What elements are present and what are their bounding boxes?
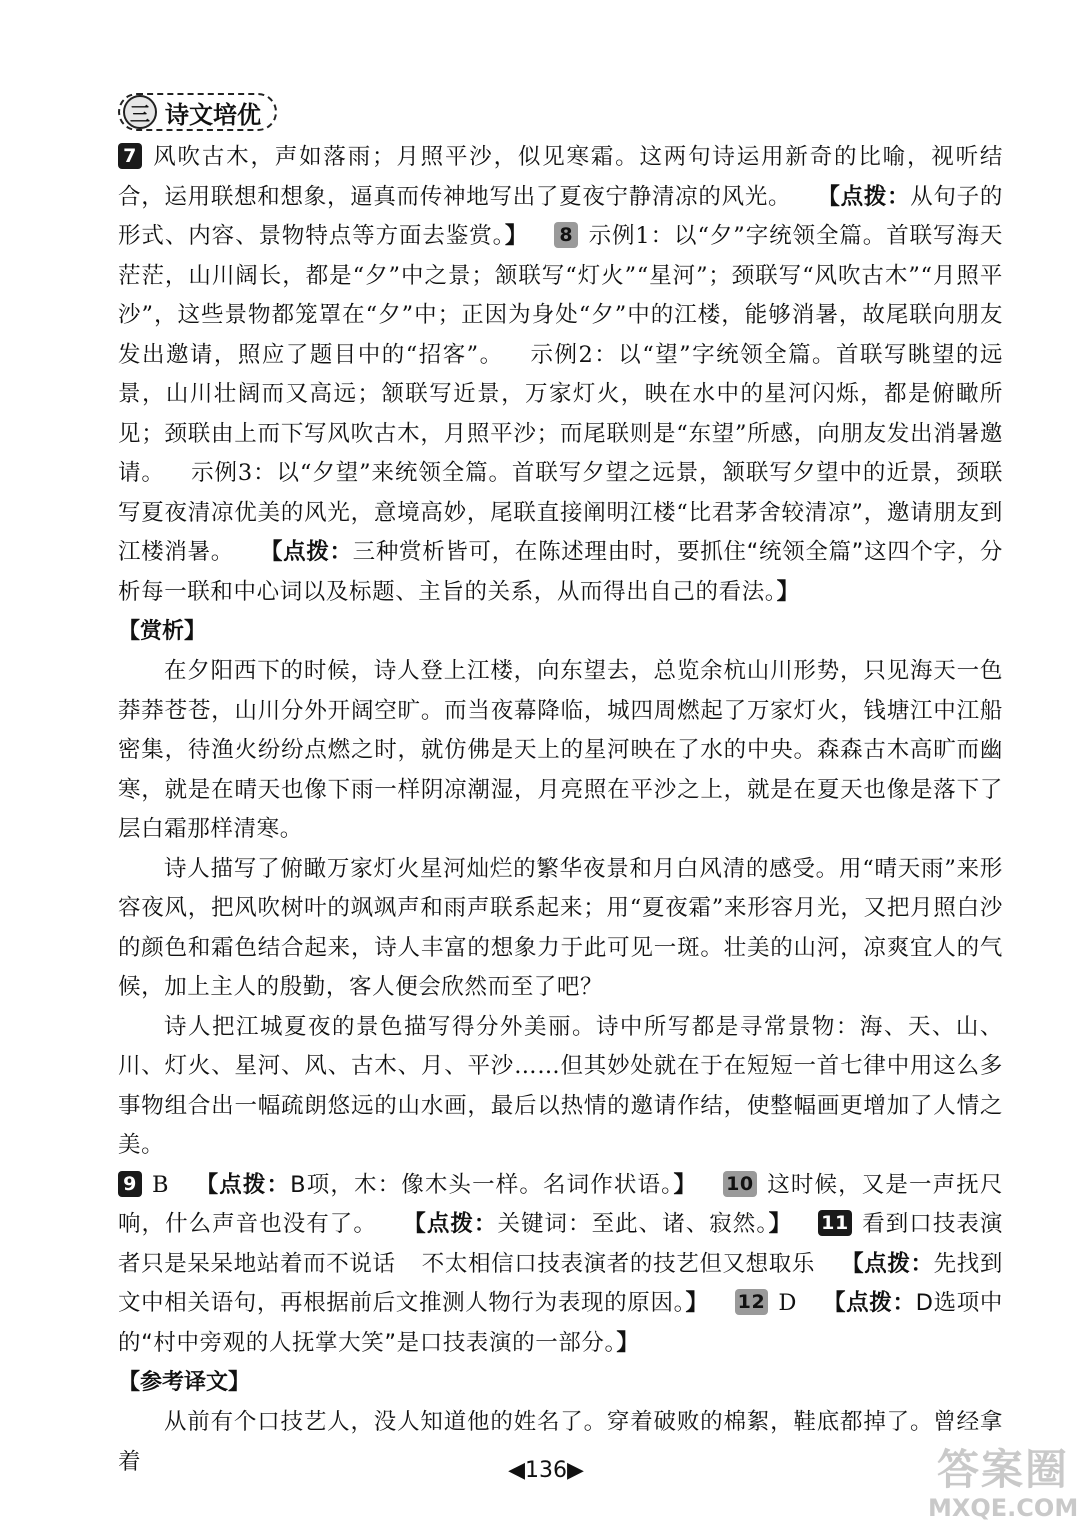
translation-paragraph: 从前有个口技艺人，没人知道他的姓名了。穿着破败的棉絮，鞋底都掉了。曾经拿着	[118, 1409, 1003, 1475]
q9-answer: B	[152, 1171, 170, 1198]
q9-tip-text: B项，木：像木头一样。名词作状语。	[290, 1171, 674, 1198]
q10-tip-label: 【点拨：	[402, 1211, 498, 1237]
answer-block-9-12: 9 B 【点拨：B项，木：像木头一样。名词作状语。】 10 这时候，又是一声抚尺响，什么声音也没有了。 【点拨：关键词：至此、诸、寂然。】 11 看到口技表演者只是呆呆地站着而不说话 不太相信口技表演者的技艺但又想取乐 【点拨：先找到文中相关语句，再根据前后文推测人物行为表现的原因。】 12 D 【点拨：D选项中的“村中旁观的人抚掌大笑”是口技表演的一部分。】	[118, 1171, 1003, 1356]
q11-answer-1: 看到口技表演者只是呆呆地站着而不说话	[118, 1211, 1003, 1277]
q7-tip-label: 【点拨：	[817, 183, 911, 210]
translation-label: 【参考译文】	[118, 1370, 251, 1395]
section-number: 三	[123, 95, 157, 129]
q12-tip-text: D选项中的“村中旁观的人抚掌大笑”是口技表演的一部分。	[118, 1290, 1003, 1356]
q11-tip-label: 【点拨：	[841, 1250, 934, 1277]
appreciation-paragraph: 诗人描写了俯瞰万家灯火星河灿烂的繁华夜景和月白风清的感受。用“晴天雨”来形容夜风，把风吹树叶的飒飒声和雨声联系起来；用“夏夜霜”来形容月光，又把月照白沙的颜色和霜色结合起来，诗人丰富的想象力于此可见一斑。壮美的山河，凉爽宜人的气候，加上主人的殷勤，客人便会欣然而至了吧？	[118, 855, 1003, 1000]
q8-tip-label: 【点拨：	[259, 539, 353, 565]
q11-tip-text: 先找到文中相关语句，再根据前后文推测人物行为表现的原因。	[118, 1250, 1003, 1316]
q10-tip-text: 关键词：至此、诸、寂然。	[497, 1211, 769, 1237]
section-badge	[118, 93, 277, 131]
question-number-8: 8	[554, 222, 578, 248]
appreciation-paragraph: 在夕阳西下的时候，诗人登上江楼，向东望去，总览余杭山川形势，只见海天一色莽莽苍苍，山川分外开阔空旷。而当夜幕降临，城四周燃起了万家灯火，钱塘江中江船密集，待渔火纷纷点燃之时，就仿佛是天上的星河映在了水的中央。森森古木高旷而幽寒，就是在晴天也像下雨一样阴凉潮湿，月亮照在平沙之上，就是在夏天也像是落下了层白霜那样清寒。	[118, 658, 1003, 842]
appreciation-paragraph: 诗人把江城夏夜的景色描写得分外美丽。诗中所写都是寻常景物：海、天、山、川、灯火、星河、风、古木、月、平沙……但其妙处就在于在短短一首七律中用这么多事物组合出一幅疏朗悠远的山水画，最后以热情的邀请作结，使整幅画更增加了人情之美。	[118, 1013, 1003, 1158]
question-number-10: 10	[723, 1171, 757, 1197]
appreciation-label: 【赏析】	[118, 619, 207, 644]
question-number-7: 7	[118, 143, 142, 169]
answer-page	[118, 90, 1003, 1482]
watermark-logo	[928, 1446, 1078, 1528]
question-number-9: 9	[118, 1171, 142, 1197]
watermark-domain: MXQE.COM	[928, 1494, 1079, 1522]
answer-block-7-8: 7 风吹古木，声如落雨；月照平沙，似见寒霜。这两句诗运用新奇的比喻，视听结合，运用联想和想象，逼真而传神地写出了夏夜宁静清凉的风光。 【点拨：从句子的形式、内容、景物特点等方面去鉴赏。】 8 示例1：以“夕”字统领全篇。首联写海天茫茫，山川阔长，都是“夕”中之景；颔联写“灯火”“星河”；颈联写“风吹古木”“月照平沙”，这些景物都笼罩在“夕”中；正因为身处“夕”中的江楼，能够消暑，故尾联向朋友发出邀请，照应了题目中的“招客”。 示例2：以“望”字统领全篇。首联写眺望的远景，山川壮阔而又高远；颔联写近景，万家灯火，映在水中的星河闪烁，都是俯瞰所见；颈联由上而下写风吹古木，月照平沙；而尾联则是“东望”所感，向朋友发出消暑邀请。 示例3：以“夕望”来统领全篇。首联写夕望之远景，颔联写夕望中的近景，颈联写夏夜清凉优美的风光，意境高妙，尾联直接阐明江楼“比君茅舍较清凉”，邀请朋友到江楼消暑。 【点拨：三种赏析皆可，在陈述理由时，要抓住“统领全篇”这四个字，分析每一联和中心词以及标题、主旨的关系，从而得出自己的看法。】	[118, 144, 1004, 605]
q10-answer: 这时候，又是一声抚尺响，什么声音也没有了。	[118, 1171, 1003, 1237]
question-number-12: 12	[735, 1289, 769, 1315]
question-number-11: 11	[818, 1210, 852, 1236]
section-title: 诗文培优	[165, 100, 261, 129]
section-header	[118, 90, 1003, 134]
q7-answer: 风吹古木，声如落雨；月照平沙，似见寒霜。这两句诗运用新奇的比喻，视听结合，运用联想和想象，逼真而传神地写出了夏夜宁静清凉的风光。	[118, 144, 1003, 210]
q8-example-3: 示例3：以“夕望”来统领全篇。首联写夕望之远景，颔联写夕望中的近景，颈联写夏夜清凉优美的风光，意境高妙，尾联直接阐明江楼“比君茅舍较清凉”，邀请朋友到江楼消暑。	[118, 460, 1004, 565]
q11-answer-2: 不太相信口技表演者的技艺但又想取乐	[421, 1250, 816, 1277]
q8-example-2: 示例2：以“望”字统领全篇。首联写眺望的远景，山川壮阔而又高远；颔联写近景，万家灯火，映在水中的星河闪烁，都是俯瞰所见；颈联由上而下写风吹古木，月照平沙；而尾联则是“东望”所感，向朋友发出消暑邀请。	[118, 341, 1003, 486]
page-number: ◀136▶	[508, 1458, 584, 1483]
watermark-title: 答案圈	[936, 1445, 1069, 1494]
q12-answer: D	[778, 1290, 797, 1316]
q7-tip-text: 从句子的形式、内容、景物特点等方面去鉴赏。	[118, 183, 1003, 249]
q12-tip-label: 【点拨：	[822, 1290, 916, 1316]
q8-tip-text: 三种赏析皆可，在陈述理由时，要抓住“统领全篇”这四个字，分析每一联和中心词以及标题、主旨的关系，从而得出自己的看法。	[118, 539, 1003, 605]
q8-example-1: 示例1：以“夕”字统领全篇。首联写海天茫茫，山川阔长，都是“夕”中之景；颔联写“灯火”“星河”；颈联写“风吹古木”“月照平沙”，这些景物都笼罩在“夕”中；正因为身处“夕”中的江楼，能够消暑，故尾联向朋友发出邀请，照应了题目中的“招客”。	[118, 223, 1003, 368]
q9-tip-label: 【点拨：	[195, 1171, 291, 1198]
